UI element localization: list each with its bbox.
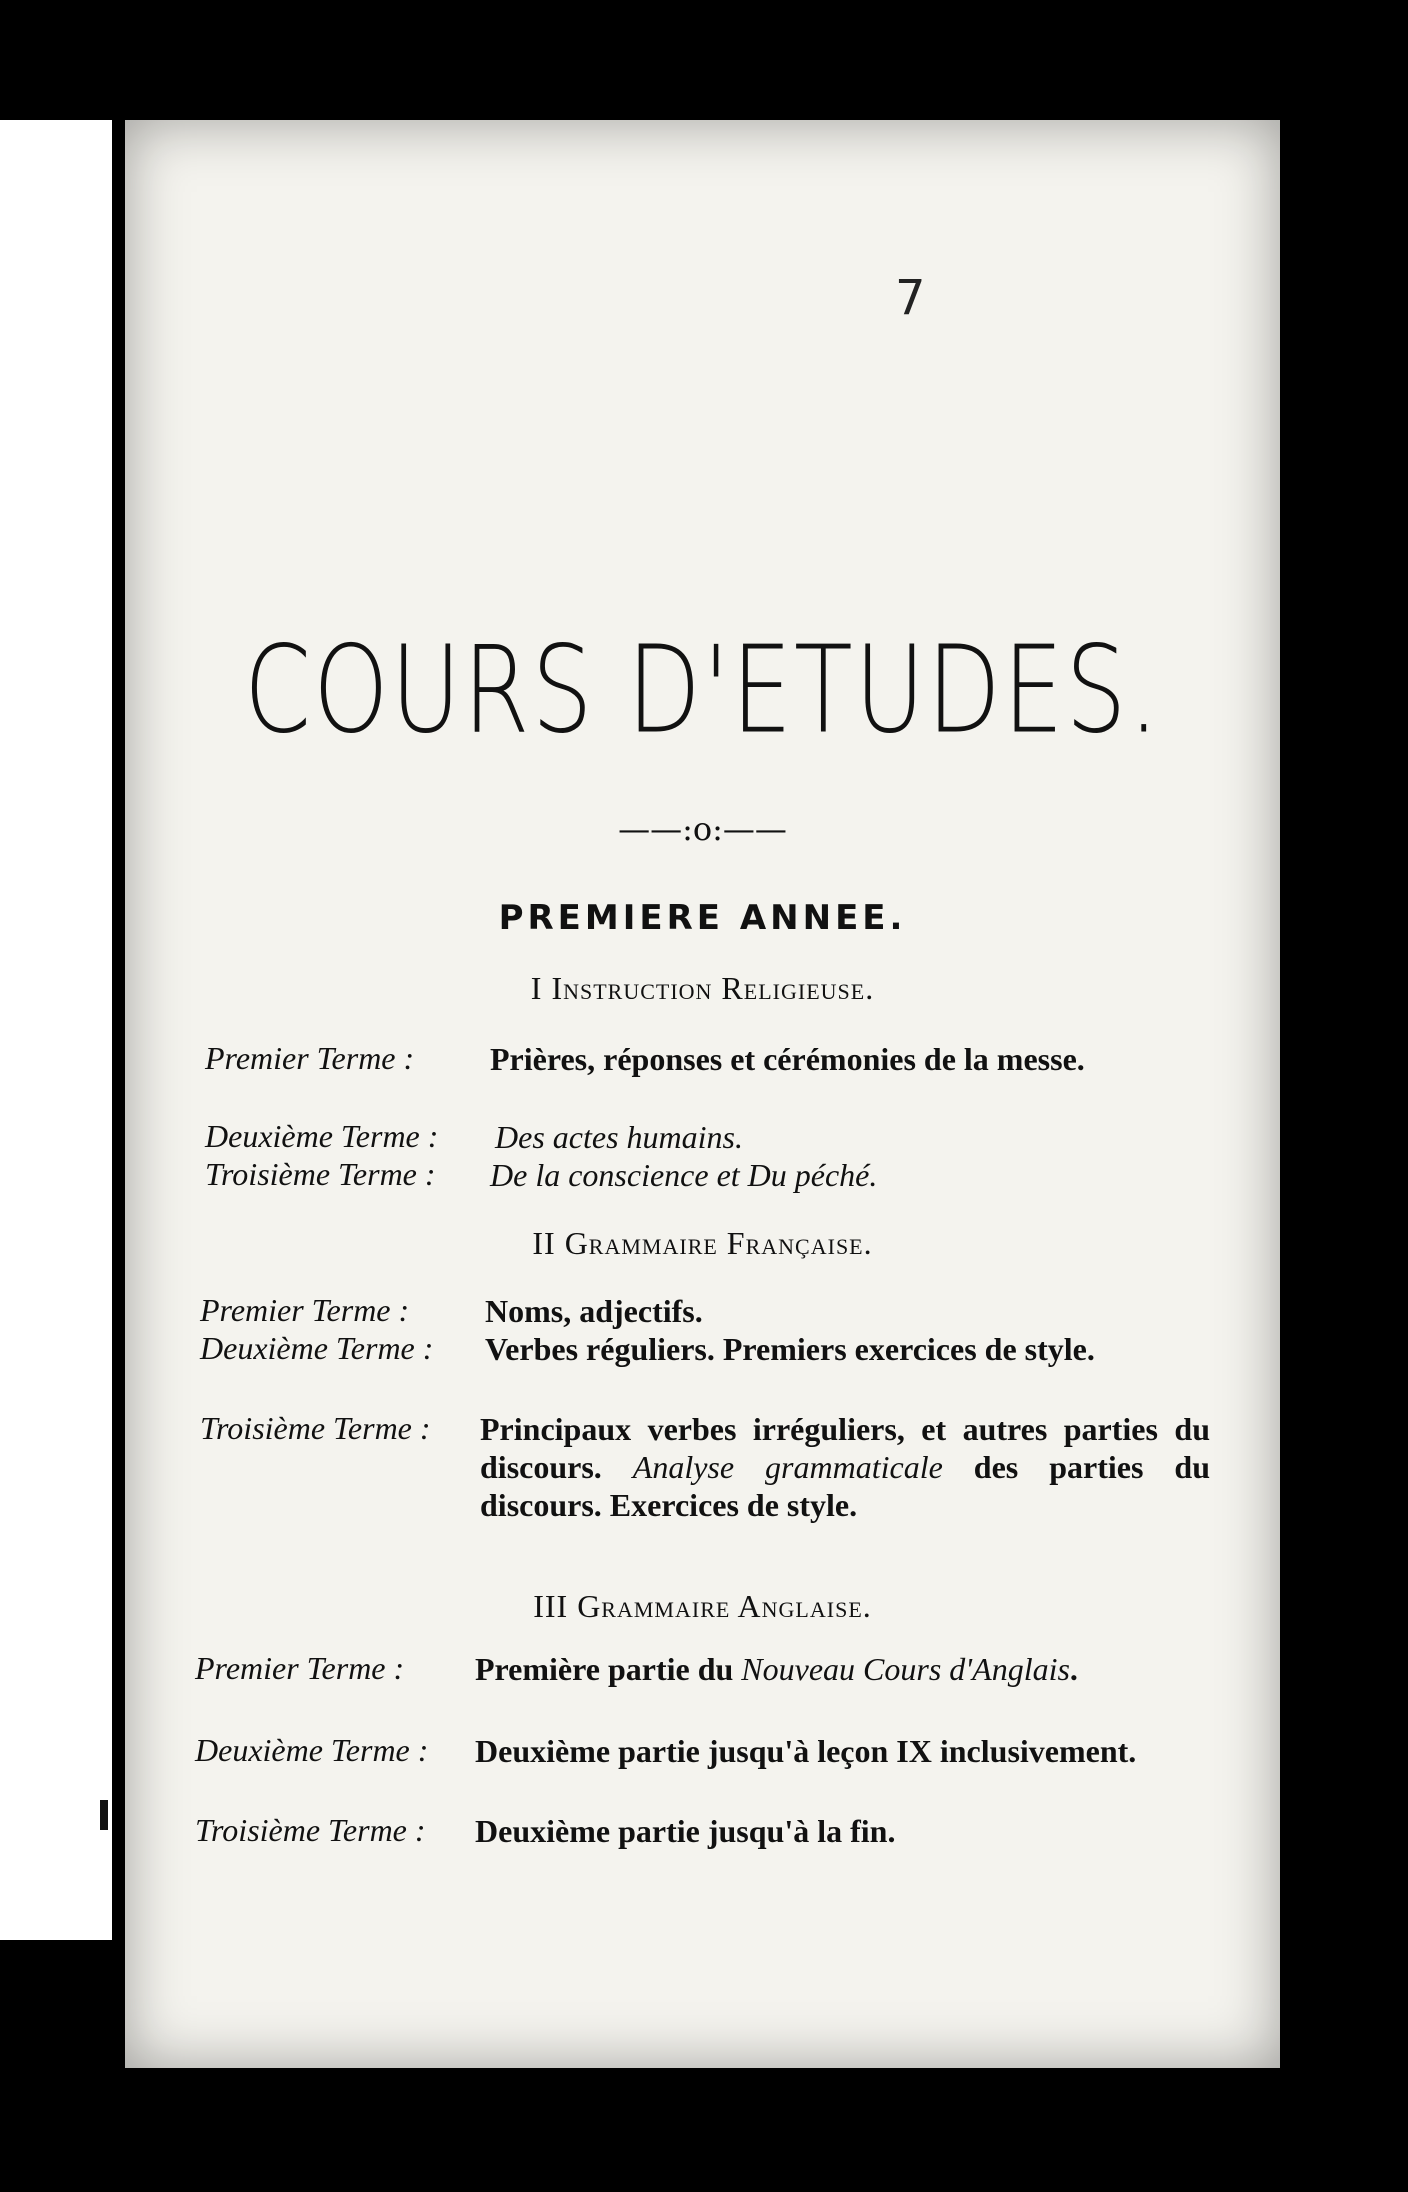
term-label: Deuxième Terme :: [195, 1732, 429, 1768]
term-label: Premier Terme :: [200, 1292, 410, 1328]
document-page: [125, 120, 1280, 2068]
binding-mark: [100, 1800, 108, 1830]
term-description: Première partie du Nouveau Cours d'Anglais.: [475, 1651, 1078, 1687]
term-label: Deuxième Terme :: [205, 1118, 439, 1154]
term-label: Troisième Terme :: [205, 1156, 436, 1192]
term-label: Troisième Terme :: [200, 1410, 431, 1446]
term-description: Deuxième partie jusqu'à leçon IX inclusivement.: [475, 1733, 1137, 1769]
term-description: Verbes réguliers. Premiers exercices de style.: [485, 1331, 1095, 1367]
page-number: 7: [895, 270, 926, 326]
term-description: Des actes humains.: [495, 1119, 743, 1155]
term-label: Premier Terme :: [205, 1040, 415, 1076]
term-label: Premier Terme :: [195, 1650, 405, 1686]
year-heading: PREMIERE ANNEE.: [498, 898, 907, 938]
term-description: Deuxième partie jusqu'à la fin.: [475, 1813, 896, 1849]
term-description: Noms, adjectifs.: [485, 1293, 703, 1329]
section-heading: II Grammaire Française.: [532, 1225, 873, 1261]
term-description: De la conscience et Du péché.: [490, 1157, 878, 1193]
ornamental-divider: ——:o:——: [618, 810, 787, 848]
term-description: Prières, réponses et cérémonies de la messe.: [490, 1041, 1085, 1077]
section-heading: I Instruction Religieuse.: [530, 970, 875, 1006]
page-title: COURS D'ETUDES.: [244, 620, 1161, 760]
term-description: Principaux verbes irréguliers, et autres parties du discours. Analyse grammaticale des parties du discours. Exercices de style.: [480, 1411, 1211, 1523]
term-label: Deuxième Terme :: [200, 1330, 434, 1366]
facing-page-edge: [0, 120, 112, 1940]
section-heading: III Grammaire Anglaise.: [533, 1588, 872, 1624]
term-label: Troisième Terme :: [195, 1812, 426, 1848]
